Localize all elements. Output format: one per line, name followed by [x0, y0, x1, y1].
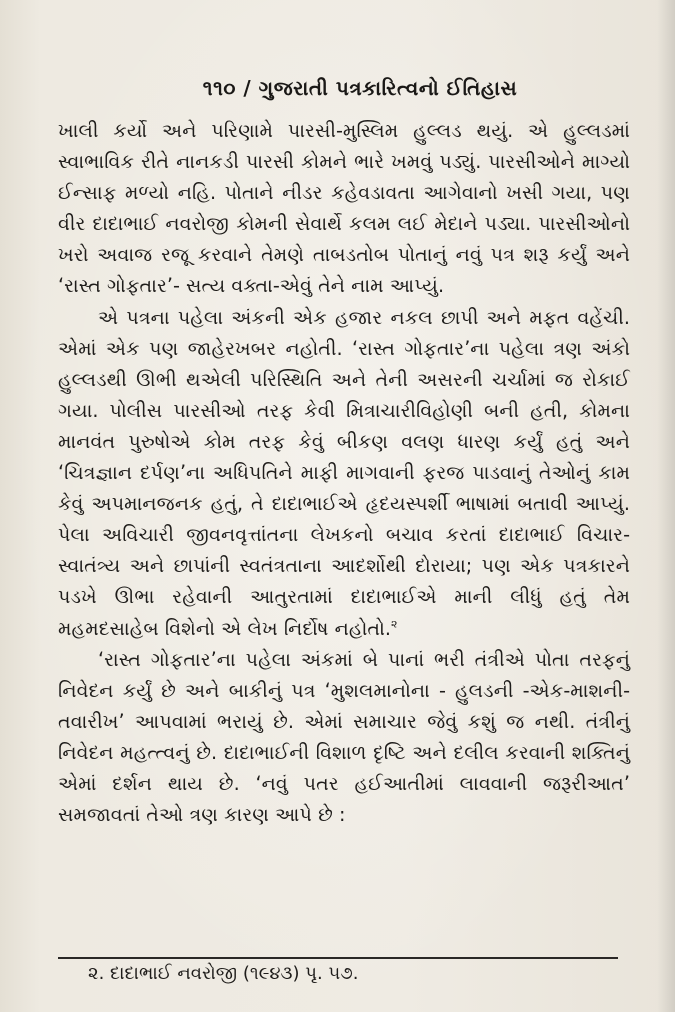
footnote: ૨. દાદાભાઈ નવરોજી (૧૯૪૩) પૃ. ૫૭. — [88, 963, 359, 984]
body-text — [58, 115, 630, 830]
footnote-divider — [58, 957, 618, 959]
paragraph-2-text: એ પત્રના પહેલા અંકની એક હજાર નકલ છાપી અને મફત વહેંચી. એમાં એક પણ જાહેરખબર નહોતી. ‘રાસ્ત ગોફતાર’ના પહેલા ત્રણ અંકો હુલ્લડથી ઊભી થએલી પરિસ્થિતિ અને તેની અસરની ચર્ચામાં જ રોકાઈ ગયા. પોલીસ પારસીઓ તરફ કેવી મિત્રાચારીવિહોણી બની હતી, કોમના માનવંત પુરુષોએ કોમ તરફ કેવું બીકણ વલણ ધારણ કર્યું હતું અને ‘ચિત્રજ્ઞાન દર્પણ’ના અધિપતિને માફી માગવાની ફરજ પાડવાનું તેઓનું કામ કેવું અપમાનજનક હતું, તે દાદાભાઈએ હૃદયસ્પર્શી ભાષામાં બતાવી આપ્યું. પેલા અવિચારી જીવનવૃત્તાંતના લેખકનો બચાવ કરતાં દાદાભાઈ વિચાર-સ્વાતંત્ર્ય અને છાપાંની સ્વતંત્રતાના આદર્શોથી દોરાયા; પણ એક પત્રકારને પડખે ઊભા રહેવાની આતુરતામાં દાદાભાઈએ માની લીધું હતું તેમ મહમદસાહેબ વિશેનો એ લેખ નિર્દોષ નહોતો. — [58, 305, 630, 640]
page-gutter-shadow — [657, 0, 675, 1012]
footnote-reference: ૨ — [390, 617, 398, 631]
running-head: ૧૧૦ / ગુજરાતી પત્રકારિત્વનો ઈતિહાસ — [202, 76, 518, 100]
paragraph-3: ‘રાસ્ત ગોફતાર’ના પહેલા અંકમાં બે પાનાં ભરી તંત્રીએ પોતા તરફનું નિવેદન કર્યું છે અને બાકીનું પત્ર ‘મુશલમાનોના - હુલડની -એક-માશની-તવારીખ’ આપવામાં ભરાયું છે. એમાં સમાચાર જેવું કશું જ નથી. તંત્રીનું નિવેદન મહત્ત્વનું છે. દાદાભાઈની વિશાળ દૃષ્ટિ અને દલીલ કરવાની શક્તિનું એમાં દર્શન થાય છે. ‘નવું પતર હઈઆતીમાં લાવવાની જરૂરીઆત’ સમજાવતાં તેઓ ત્રણ કારણ આપે છે : — [58, 647, 630, 827]
paragraph-2 — [58, 302, 630, 644]
paragraph-1: ખાલી કર્યો અને પરિણામે પારસી-મુસ્લિમ હુલ્લડ થયું. એ હુલ્લડમાં સ્વાભાવિક રીતે નાનકડી પારસી કોમને ભારે ખમવું પડ્યું. પારસીઓને માગ્યો ઈન્સાફ મળ્યો નહિ. પોતાને નીડર કહેવડાવતા આગેવાનો ખસી ગયા, પણ વીર દાદાભાઈ નવરોજી કોમની સેવાર્થે કલમ લઈ મેદાને પડ્યા. પારસીઓનો ખરો અવાજ રજૂ કરવાને તેમણે તાબડતોબ પોતાનું નવું પત્ર શરૂ કર્યું અને ‘રાસ્ત ગોફતાર’- સત્ય વક્તા-એવું તેને નામ આપ્યું. — [58, 119, 630, 298]
